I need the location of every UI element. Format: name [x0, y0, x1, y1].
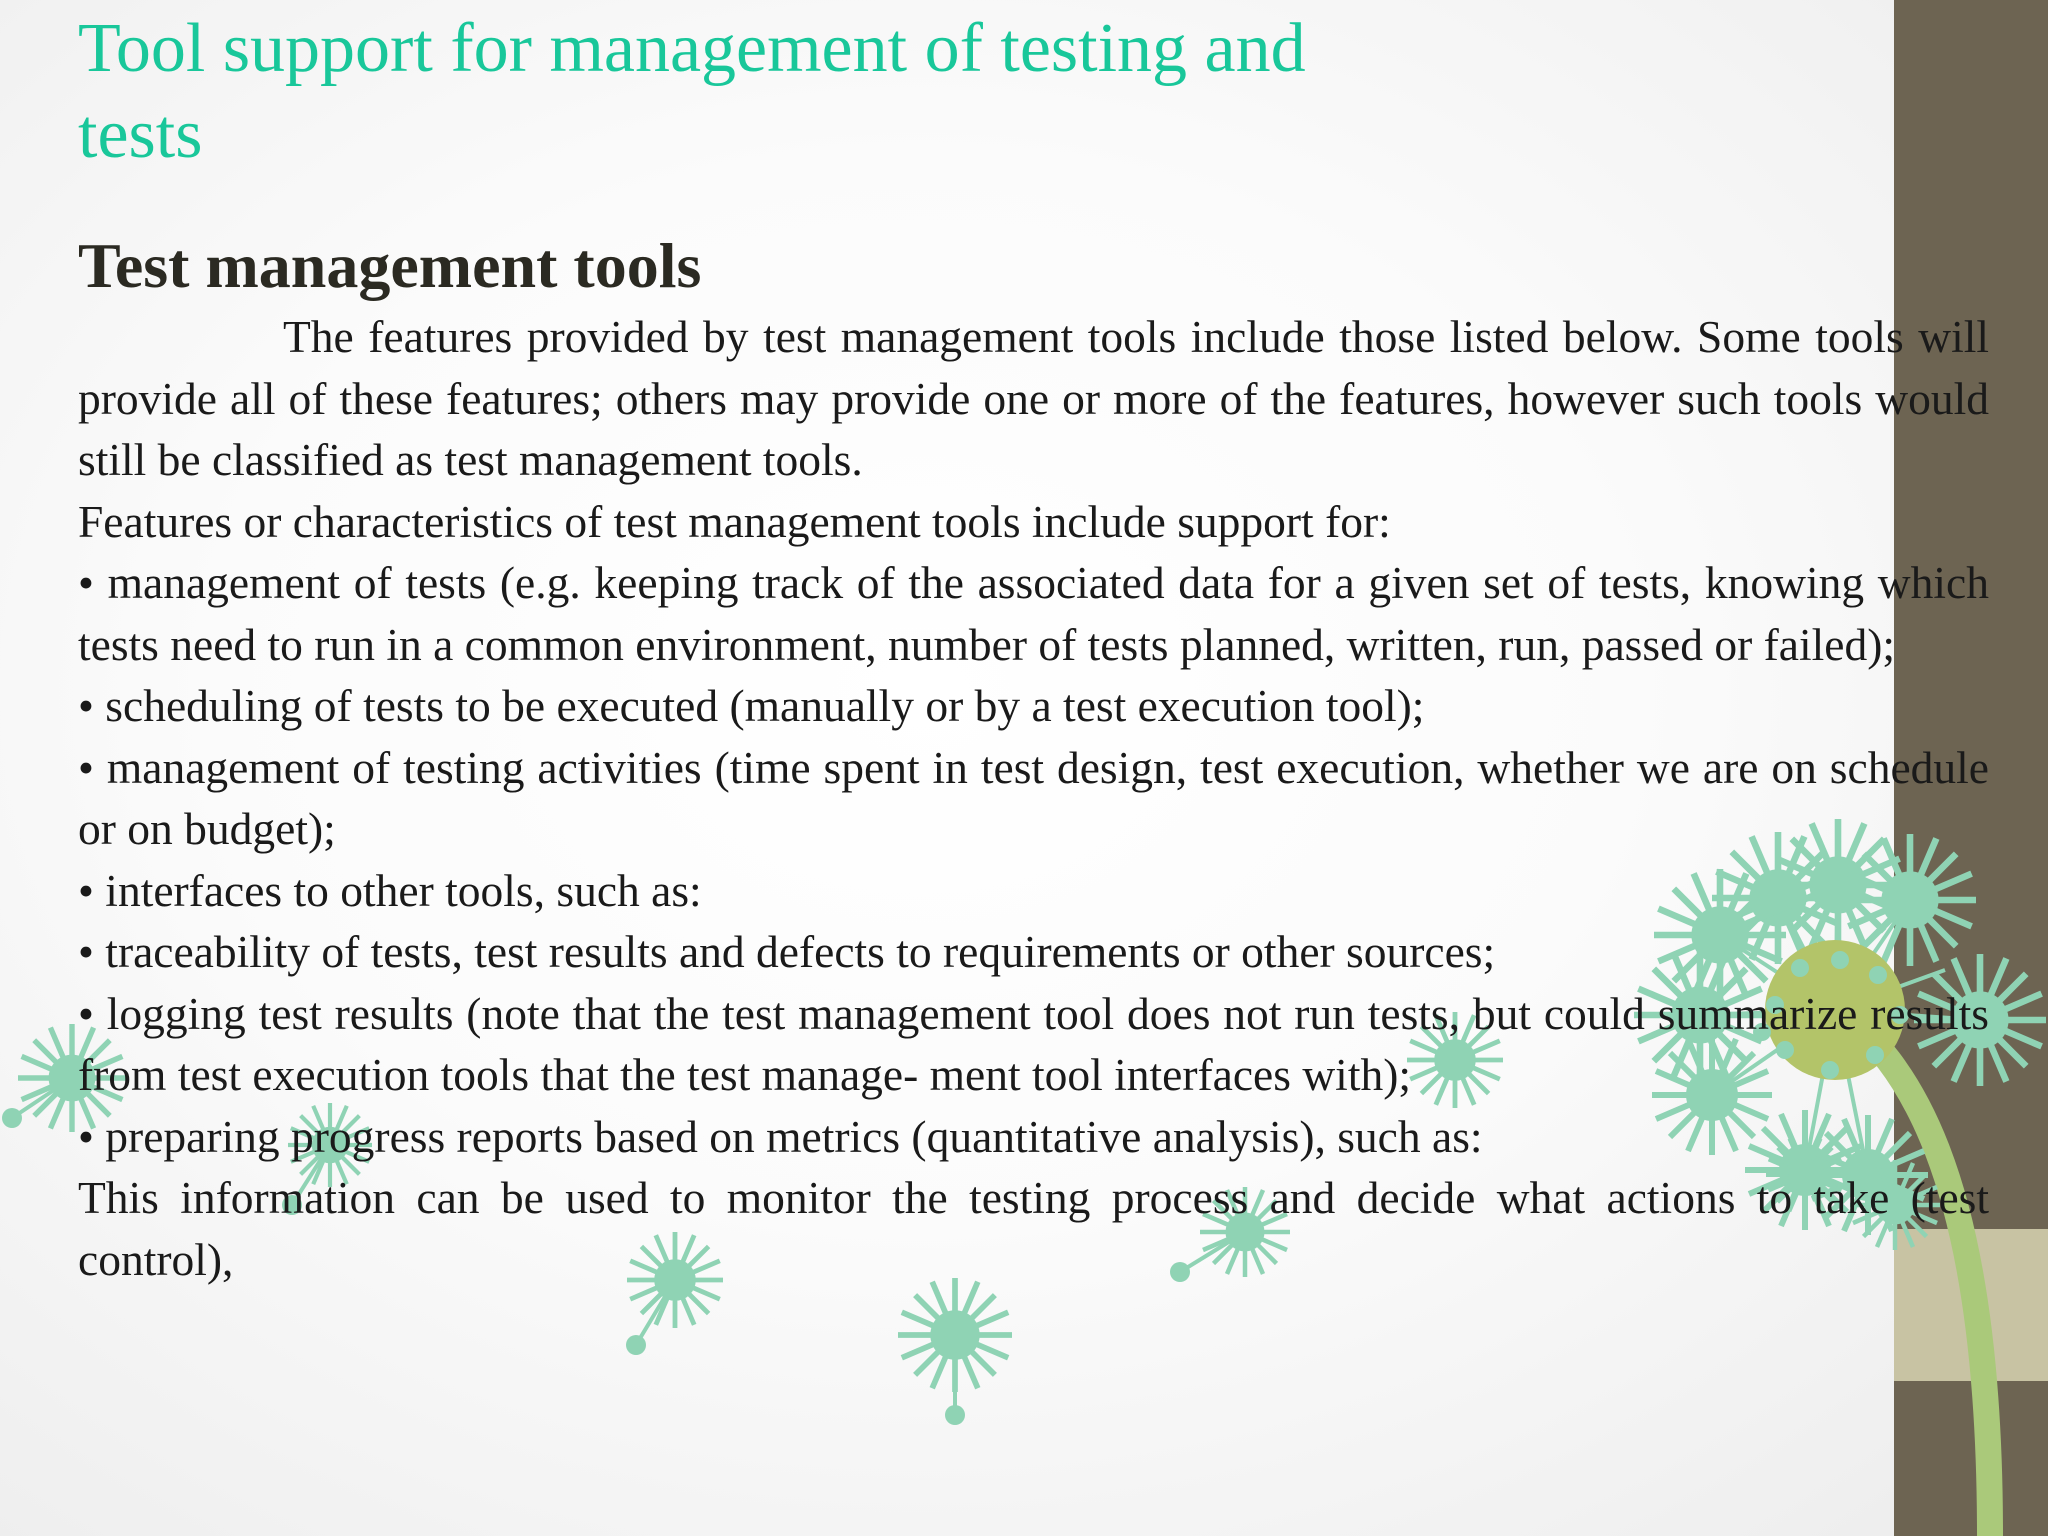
slide-body: [78, 306, 1989, 1290]
features-lead-in: Features or characteristics of test management tools include support for:: [78, 495, 1391, 547]
bullet-scheduling: • scheduling of tests to be executed (manually or by a test execution tool);: [78, 680, 1425, 731]
bullet-progress-reports: • preparing progress reports based on metrics (quantitative analysis), such as:: [78, 1110, 1483, 1162]
bullet-management-of-activities: • management of testing activities (time spent in test design, test execution, whether we are on schedule or on budget);: [78, 741, 1989, 854]
bullet-interfaces: • interfaces to other tools, such as:: [78, 864, 702, 916]
section-heading: Test management tools: [78, 230, 702, 301]
slide-title: Tool support for management of testing and tests: [78, 10, 1306, 173]
bullet-management-of-tests: • management of tests (e.g. keeping track of the associated data for a given set of tests, knowing which tests need to run in a common environment, number of tests planned, written, run, passed or failed);: [78, 557, 1989, 670]
closing-paragraph: This information can be used to monitor the testing process and decide what actions to take (test control),: [78, 1172, 1989, 1285]
bullet-traceability: • traceability of tests, test results and defects to requirements or other sources;: [78, 926, 1496, 977]
bullet-logging: • logging test results (note that the test management tool does not run tests, but could summarize results from test execution tools that the test manage- ment tool interfaces with);: [78, 987, 1989, 1100]
intro-paragraph: The features provided by test management tools include those listed below. Some tools will provide all of these features; others may provide one or more of the features, however such tools would still be classified as test management tools.: [78, 311, 1989, 485]
